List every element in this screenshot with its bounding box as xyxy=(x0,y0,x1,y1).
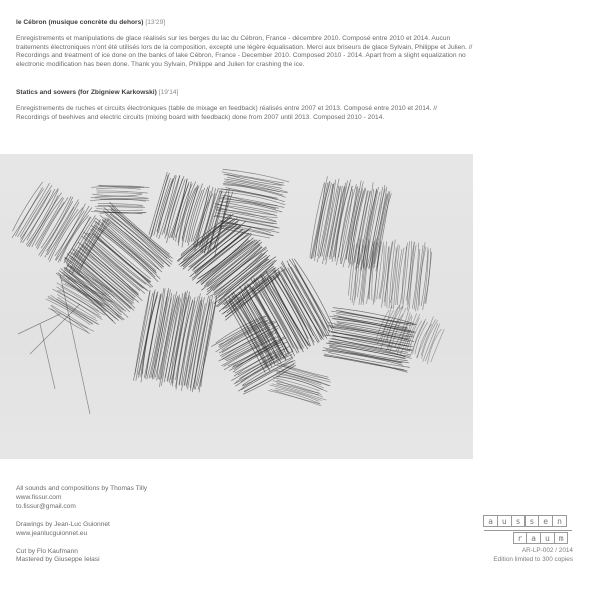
logo-row-aussen xyxy=(484,515,567,527)
hatching-drawing-image xyxy=(0,154,473,459)
credit-composer: All sounds and compositions by Thomas Tilly xyxy=(16,485,148,492)
artwork-drawing xyxy=(0,154,473,459)
logo-letter: r xyxy=(513,532,528,544)
logo-letter: u xyxy=(497,515,512,527)
credit-mastering: Mastered by Giuseppe Ielasi xyxy=(16,556,100,564)
track-1-heading xyxy=(16,19,476,28)
logo-letter: u xyxy=(540,532,555,544)
logo-letter: m xyxy=(554,532,569,544)
logo-letter: a xyxy=(526,532,541,544)
track-2-description xyxy=(16,105,476,122)
logo-letter: a xyxy=(483,515,498,527)
credits-group-composer xyxy=(16,485,147,512)
credits-group-mastering xyxy=(16,548,147,566)
drawings-website-link[interactable]: www.jeanlucguionnet.eu xyxy=(16,529,88,537)
credit-drawings: Drawings by Jean-Luc Guionnet xyxy=(16,520,110,528)
logo-divider xyxy=(484,530,572,531)
composer-website-link[interactable]: www.fissur.com xyxy=(16,493,62,501)
track-1-description-en: Recordings and treatment of ice done on the banks of lake Cébron, France - December 2010. Composed 2010 - 2014. Apart from a slight equalization no electronic modification has been done. Thank you Sylvain, Philippe and Julien for crashing the ice. xyxy=(16,52,466,68)
track-1-duration: [13'29] xyxy=(145,19,166,26)
edition-info xyxy=(493,546,573,564)
track-2-duration: [19'14] xyxy=(158,89,179,96)
track-1-description-fr: Enregistrements et manipulations de glace réalisés sur les berges du lac du Cébron, France - décembre 2010. Composé entre 2010 et 2014. Aucun traitements électroniques n'ont été utilisés lors de la composition, excepté une légère équalisation. Merci aux briseurs de glace Sylvain, Philippe et Julien. // xyxy=(16,35,473,51)
track-1-description xyxy=(16,35,476,69)
track-2-title: Statics and sowers (for Zbigniew Karkowski) xyxy=(16,89,157,96)
logo-letter: s xyxy=(525,515,540,527)
logo-letter: n xyxy=(552,515,567,527)
logo-letter: s xyxy=(511,515,526,527)
track-2-heading xyxy=(16,89,476,98)
track-2-description-fr: Enregistrements de ruches et circuits électroniques (table de mixage en feedback) réalisés entre 2007 et 2013. Composé entre 2010 et 2014. // xyxy=(16,105,438,112)
credit-cut: Cut by Flo Kaufmann xyxy=(16,547,78,555)
track-1-title: le Cébron (musique concrète du dehors) xyxy=(16,19,144,26)
track-2-description-en: Recordings of beehives and electric circuits (mixing board with feedback) done from 2007 until 2013. Composed 2010 - 2014. xyxy=(16,113,385,121)
composer-email-link[interactable]: to.fissur@gmail.com xyxy=(16,502,76,510)
logo-row-raum xyxy=(513,532,568,544)
logo-letter: e xyxy=(538,515,553,527)
catalog-number: AR-LP-002 / 2014 xyxy=(521,547,573,554)
credits-group-drawings xyxy=(16,521,147,539)
edition-limit: Edition limited to 300 copies xyxy=(493,556,573,563)
credits xyxy=(16,485,147,574)
